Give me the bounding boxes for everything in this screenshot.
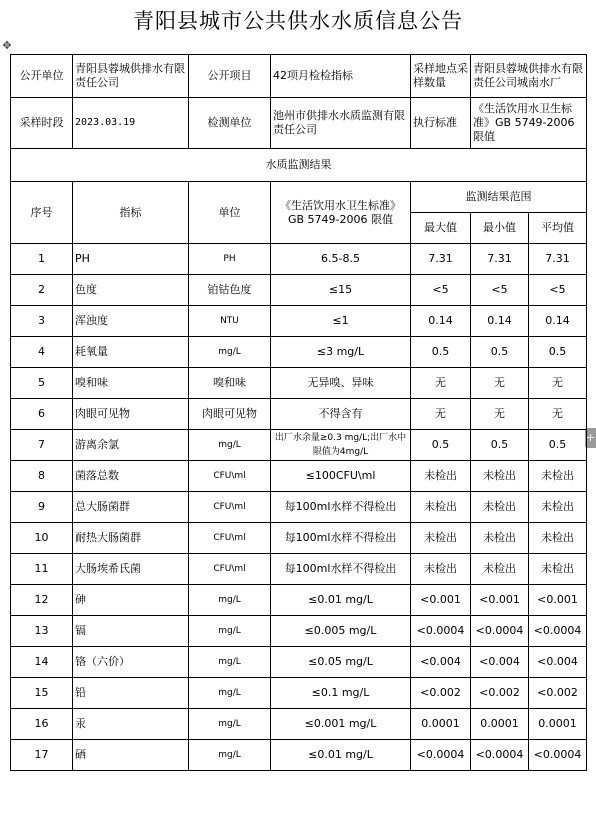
col-header-limit: 《生活饮用水卫生标准》GB 5749-2006 限值: [271, 182, 411, 244]
cell-limit: ≤15: [271, 275, 411, 306]
lab-label: 检测单位: [189, 98, 271, 149]
table-row: [11, 461, 587, 492]
cell-avg: <0.0004: [529, 616, 587, 647]
table-row: [11, 492, 587, 523]
table-row: [11, 430, 587, 461]
cell-unit: PH: [189, 244, 271, 275]
cell-no: 13: [11, 616, 73, 647]
cell-max: 未检出: [411, 461, 471, 492]
cell-limit: 每100ml水样不得检出: [271, 523, 411, 554]
table-row: [11, 306, 587, 337]
cell-indicator: 菌落总数: [73, 461, 189, 492]
cell-unit: mg/L: [189, 616, 271, 647]
table-row: [11, 616, 587, 647]
cell-no: 9: [11, 492, 73, 523]
table-row: [11, 709, 587, 740]
cell-avg: 0.14: [529, 306, 587, 337]
table-row: [11, 368, 587, 399]
cell-indicator: 大肠埃希氏菌: [73, 554, 189, 585]
cell-max: <0.001: [411, 585, 471, 616]
cell-min: <5: [471, 275, 529, 306]
cell-unit: mg/L: [189, 585, 271, 616]
cell-indicator: 硒: [73, 740, 189, 771]
cell-unit: mg/L: [189, 647, 271, 678]
cell-unit: mg/L: [189, 337, 271, 368]
cell-limit: ≤0.01 mg/L: [271, 740, 411, 771]
cell-avg: 无: [529, 399, 587, 430]
cell-indicator: 浑浊度: [73, 306, 189, 337]
cell-indicator: 耐热大肠菌群: [73, 523, 189, 554]
cell-no: 3: [11, 306, 73, 337]
publisher-value: 青阳县蓉城供排水有限责任公司: [73, 55, 189, 98]
cell-limit: 不得含有: [271, 399, 411, 430]
cell-avg: <0.002: [529, 678, 587, 709]
cell-no: 16: [11, 709, 73, 740]
table-row: [11, 678, 587, 709]
cell-limit: ≤0.1 mg/L: [271, 678, 411, 709]
cell-avg: 无: [529, 368, 587, 399]
cell-min: <0.001: [471, 585, 529, 616]
cell-indicator: 汞: [73, 709, 189, 740]
cell-limit: 6.5-8.5: [271, 244, 411, 275]
col-header-no: 序号: [11, 182, 73, 244]
cell-max: <0.0004: [411, 740, 471, 771]
cell-max: 0.5: [411, 337, 471, 368]
water-quality-table: [10, 54, 587, 771]
cell-unit: CFU\ml: [189, 554, 271, 585]
cell-max: <5: [411, 275, 471, 306]
cell-min: 0.14: [471, 306, 529, 337]
section-title: 水质监测结果: [11, 149, 587, 182]
cell-min: 7.31: [471, 244, 529, 275]
cell-indicator: 耗氧量: [73, 337, 189, 368]
cell-max: <0.004: [411, 647, 471, 678]
item-value: 42项月检检指标: [271, 55, 411, 98]
table-row: [11, 554, 587, 585]
cell-limit: ≤100CFU\ml: [271, 461, 411, 492]
cell-indicator: 嗅和味: [73, 368, 189, 399]
cell-avg: 0.0001: [529, 709, 587, 740]
cell-avg: 0.5: [529, 430, 587, 461]
cell-min: 未检出: [471, 492, 529, 523]
table-move-handle-icon[interactable]: ✥: [2, 39, 12, 52]
cell-min: 未检出: [471, 554, 529, 585]
cell-unit: mg/L: [189, 678, 271, 709]
cell-avg: 7.31: [529, 244, 587, 275]
standard-value: 《生活饮用水卫生标准》GB 5749-2006限值: [471, 98, 587, 149]
cell-max: 无: [411, 399, 471, 430]
table-row: [11, 244, 587, 275]
page-title: 青阳县城市公共供水水质信息公告: [133, 9, 463, 33]
cell-limit: 无异嗅、异味: [271, 368, 411, 399]
cell-limit: 出厂水余量≥0.3 mg/L;出厂水中限值为4mg/L: [271, 430, 411, 461]
cell-no: 10: [11, 523, 73, 554]
item-label: 公开项目: [189, 55, 271, 98]
cell-indicator: 总大肠菌群: [73, 492, 189, 523]
cell-indicator: 肉眼可见物: [73, 399, 189, 430]
cell-indicator: 镉: [73, 616, 189, 647]
cell-max: 未检出: [411, 523, 471, 554]
col-header-indicator: 指标: [73, 182, 189, 244]
cell-min: 0.0001: [471, 709, 529, 740]
cell-limit: 每100ml水样不得检出: [271, 554, 411, 585]
cell-avg: <5: [529, 275, 587, 306]
table-row: [11, 337, 587, 368]
cell-avg: 0.5: [529, 337, 587, 368]
cell-no: 11: [11, 554, 73, 585]
cell-max: <0.0004: [411, 616, 471, 647]
cell-no: 14: [11, 647, 73, 678]
cell-unit: 肉眼可见物: [189, 399, 271, 430]
cell-max: 未检出: [411, 554, 471, 585]
cell-max: <0.002: [411, 678, 471, 709]
publisher-label: 公开单位: [11, 55, 73, 98]
cell-indicator: 铅: [73, 678, 189, 709]
cell-no: 2: [11, 275, 73, 306]
cell-no: 5: [11, 368, 73, 399]
cell-limit: ≤0.01 mg/L: [271, 585, 411, 616]
cell-min: 无: [471, 399, 529, 430]
cell-no: 4: [11, 337, 73, 368]
cell-avg: 未检出: [529, 461, 587, 492]
cell-min: <0.0004: [471, 740, 529, 771]
cell-no: 6: [11, 399, 73, 430]
cell-min: 未检出: [471, 523, 529, 554]
cell-unit: mg/L: [189, 430, 271, 461]
sample-location-value: 青阳县蓉城供排水有限责任公司城南水厂: [471, 55, 587, 98]
side-expand-icon[interactable]: +: [585, 428, 596, 448]
cell-no: 17: [11, 740, 73, 771]
cell-limit: ≤0.001 mg/L: [271, 709, 411, 740]
table-row: [11, 399, 587, 430]
standard-label: 执行标准: [411, 98, 471, 149]
cell-unit: NTU: [189, 306, 271, 337]
cell-min: 无: [471, 368, 529, 399]
cell-avg: <0.0004: [529, 740, 587, 771]
lab-value: 池州市供排水水质监测有限责任公司: [271, 98, 411, 149]
table-row: [11, 275, 587, 306]
cell-indicator: 砷: [73, 585, 189, 616]
cell-min: 0.5: [471, 337, 529, 368]
sample-time-label: 采样时段: [11, 98, 73, 149]
sample-location-label: 采样地点采样数量: [411, 55, 471, 98]
cell-max: 7.31: [411, 244, 471, 275]
cell-unit: mg/L: [189, 709, 271, 740]
cell-limit: ≤0.05 mg/L: [271, 647, 411, 678]
table-row: [11, 523, 587, 554]
cell-no: 12: [11, 585, 73, 616]
cell-max: 0.0001: [411, 709, 471, 740]
cell-min: 0.5: [471, 430, 529, 461]
cell-avg: 未检出: [529, 492, 587, 523]
cell-limit: ≤3 mg/L: [271, 337, 411, 368]
table-row: [11, 647, 587, 678]
col-header-min: 最小值: [471, 213, 529, 244]
cell-no: 1: [11, 244, 73, 275]
cell-avg: 未检出: [529, 554, 587, 585]
cell-indicator: 铬（六价）: [73, 647, 189, 678]
cell-no: 15: [11, 678, 73, 709]
cell-limit: 每100ml水样不得检出: [271, 492, 411, 523]
cell-max: 0.14: [411, 306, 471, 337]
table-row: [11, 585, 587, 616]
cell-indicator: 色度: [73, 275, 189, 306]
cell-min: 未检出: [471, 461, 529, 492]
col-header-unit: 单位: [189, 182, 271, 244]
cell-indicator: 游离余氯: [73, 430, 189, 461]
cell-unit: 铂钴色度: [189, 275, 271, 306]
cell-max: 无: [411, 368, 471, 399]
col-header-range: 监测结果范围: [411, 182, 587, 213]
cell-max: 0.5: [411, 430, 471, 461]
cell-unit: CFU\ml: [189, 461, 271, 492]
cell-avg: 未检出: [529, 523, 587, 554]
cell-limit: ≤1: [271, 306, 411, 337]
table-row: [11, 740, 587, 771]
cell-unit: 嗅和味: [189, 368, 271, 399]
cell-unit: CFU\ml: [189, 523, 271, 554]
cell-min: <0.004: [471, 647, 529, 678]
cell-unit: CFU\ml: [189, 492, 271, 523]
cell-no: 7: [11, 430, 73, 461]
cell-avg: <0.001: [529, 585, 587, 616]
cell-min: <0.0004: [471, 616, 529, 647]
col-header-max: 最大值: [411, 213, 471, 244]
sample-time-value: 2023.03.19: [73, 98, 189, 149]
cell-indicator: PH: [73, 244, 189, 275]
cell-unit: mg/L: [189, 740, 271, 771]
cell-min: <0.002: [471, 678, 529, 709]
cell-limit: ≤0.005 mg/L: [271, 616, 411, 647]
cell-no: 8: [11, 461, 73, 492]
cell-avg: <0.004: [529, 647, 587, 678]
cell-max: 未检出: [411, 492, 471, 523]
col-header-avg: 平均值: [529, 213, 587, 244]
